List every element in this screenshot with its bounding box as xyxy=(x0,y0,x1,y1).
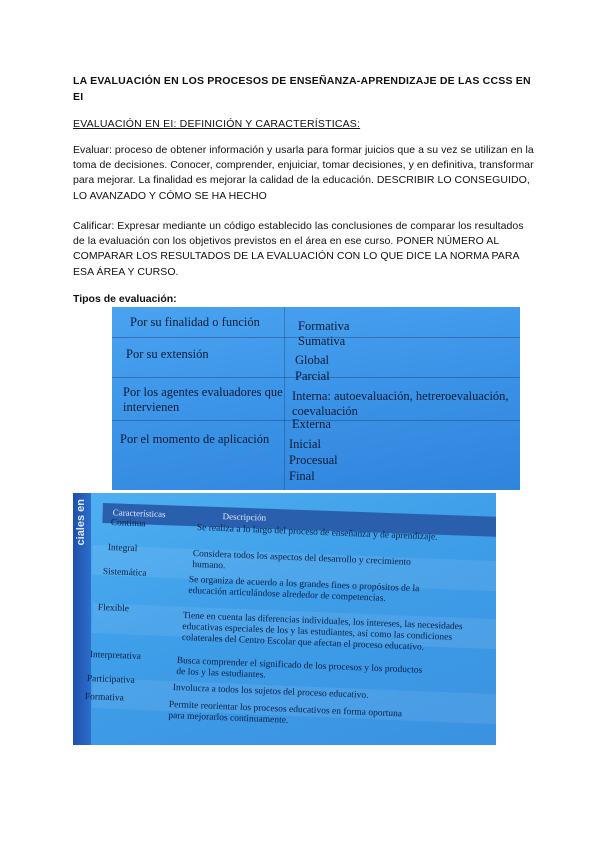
side-text: ciales en xyxy=(75,499,87,546)
tipo-value: Interna: autoevaluación, hetreroevaluación, coevaluación xyxy=(292,389,509,418)
tipo-value: Final xyxy=(289,469,315,483)
header-caracteristicas: Características xyxy=(112,507,166,520)
caracteristica-desc: Involucra a todos los sujetos del proceso educativo. xyxy=(172,683,369,701)
caracteristica-name: Formativa xyxy=(84,692,125,704)
caracteristica-desc: Busca comprender el significado de los procesos y los productos de los y las estudiantes. xyxy=(176,656,423,681)
tipos-heading: Tipos de evaluación: xyxy=(73,293,177,305)
tipo-label: Por su finalidad o función xyxy=(130,315,260,329)
tipo-value: Inicial xyxy=(289,437,321,451)
caracteristica-name: Participativa xyxy=(86,674,135,686)
caracteristica-name: Continua xyxy=(110,518,146,530)
book-edge xyxy=(73,493,91,745)
section-heading: EVALUACIÓN EN EI: DEFINICIÓN Y CARACTERÍSTICAS: xyxy=(73,118,361,130)
table-divider xyxy=(284,307,285,490)
caracteristica-desc: Considera todos los aspectos del desarrollo y crecimiento humano. xyxy=(192,549,412,572)
tipo-label: Por los agentes evaluadores que intervienen xyxy=(123,385,283,414)
header-descripcion: Descripción xyxy=(222,511,267,523)
tipo-value: Externa xyxy=(292,417,331,431)
caracteristica-name: Sistemática xyxy=(102,567,147,579)
caracteristica-desc: Permite reorientar los procesos educativos en forma oportuna para mejorarlos continuamente. xyxy=(168,700,403,726)
tipo-value: Sumativa xyxy=(298,334,346,348)
tipos-evaluacion-photo xyxy=(112,307,520,490)
document-title: LA EVALUACIÓN EN LOS PROCESOS DE ENSEÑANZA-APRENDIZAJE DE LAS CCSS EN EI xyxy=(73,75,531,103)
caracteristica-desc: Tiene en cuenta las diferencias individuales, los intereses, las necesidades educativas especiales de los y las estudiantes, así como las condiciones colaterales del Centro Escolar que afectan el proceso educativo. xyxy=(181,611,463,653)
paragraph-evaluar: Evaluar: proceso de obtener información y usarla para formar juicios que a su vez se utilizan en la toma de decisiones. Conocer, comprender, enjuiciar, tomar decisiones, y en definitiva, transformar para mejorar. La finalidad es mejorar la calidad de la educación. DESCRIBIR LO CONSEGUIDO, LO AVANZADO Y CÓMO SE HA HECHO xyxy=(73,144,534,202)
tipo-label: Por el momento de aplicación xyxy=(120,432,270,446)
caracteristica-desc: Se organiza de acuerdo a los grandes fines o propósitos de la educación articulándose alrededor de competencias. xyxy=(188,575,420,604)
paragraph-calificar: Calificar: Expresar mediante un código establecido las conclusiones de comparar los resultados de la evaluación con los objetivos previstos en el área en ese curso. PONER NÚMERO AL COMPARAR LOS RESULTADOS DE LA EVALUACIÓN CON LO QUE DICE LA NORMA PARA ESA ÁREA Y CURSO. xyxy=(73,220,524,278)
tipo-label: Por su extensión xyxy=(126,347,209,361)
tipo-value: Parcial xyxy=(295,369,330,383)
caracteristicas-photo xyxy=(73,493,496,745)
caracteristica-desc: Se realiza a lo largo del proceso de enseñanza y de aprendizaje. xyxy=(196,523,438,543)
tipo-value: Formativa xyxy=(298,319,350,333)
tipo-value: Global xyxy=(295,353,330,367)
caracteristica-name: Integral xyxy=(107,543,138,555)
caracteristica-name: Flexible xyxy=(97,603,130,615)
tipo-value: Procesual xyxy=(289,453,338,467)
caracteristica-name: Interpretativa xyxy=(89,650,142,663)
